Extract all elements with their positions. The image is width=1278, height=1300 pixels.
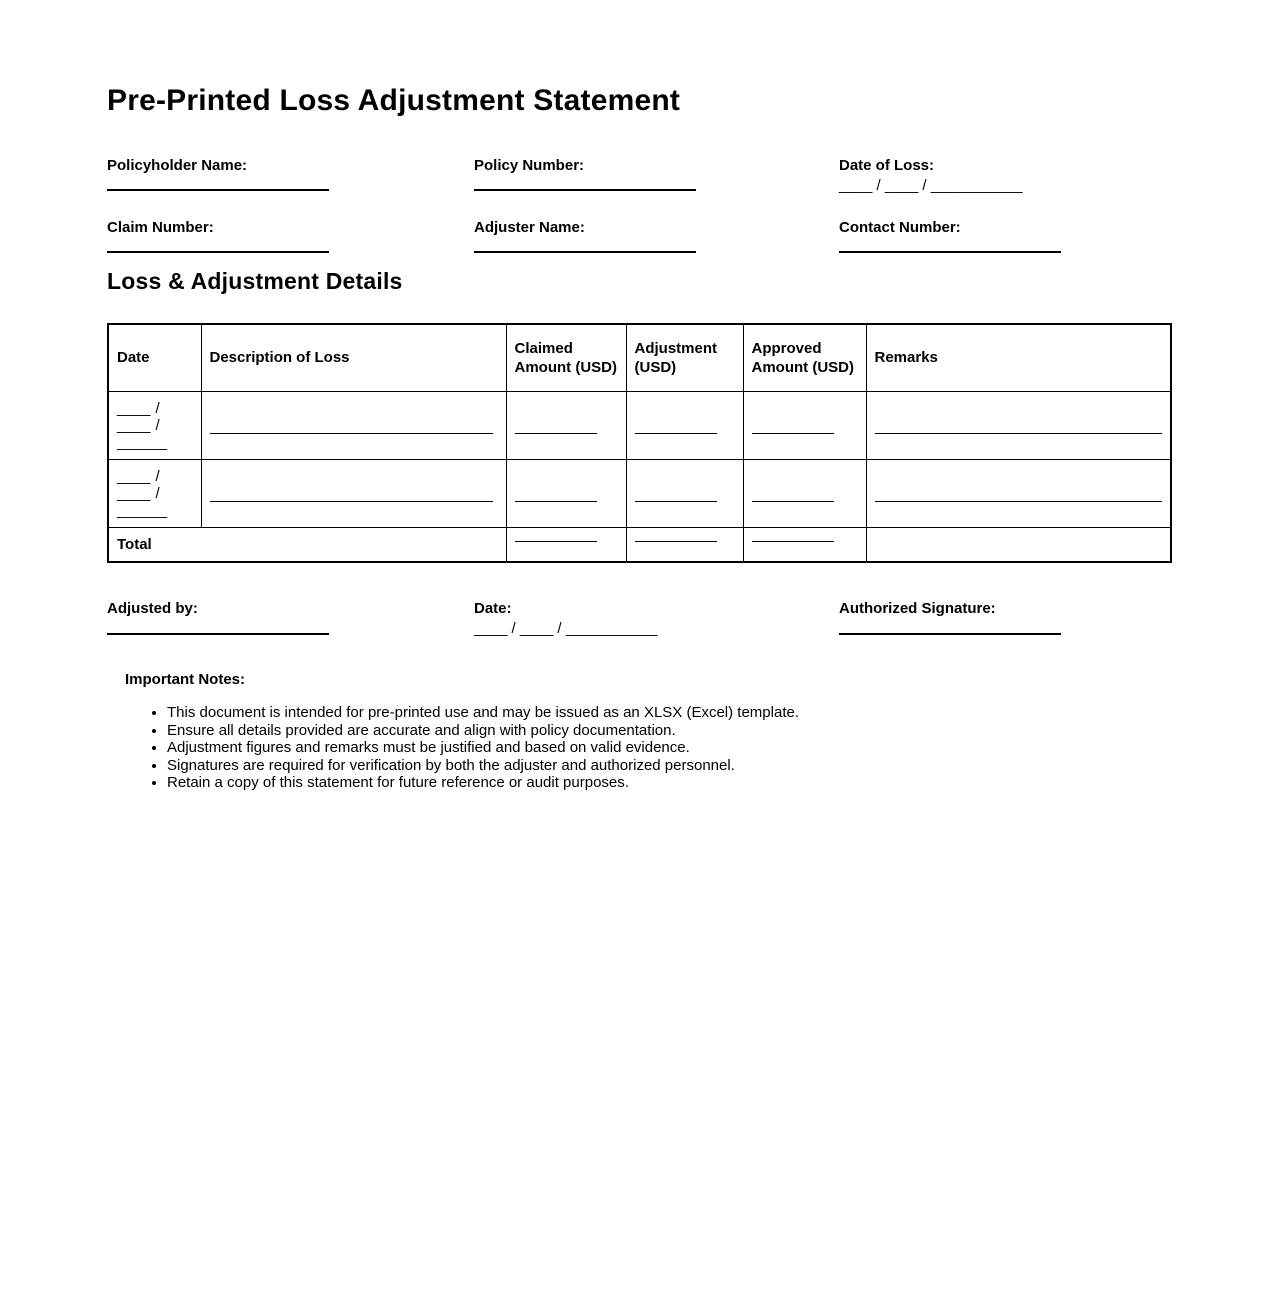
date-of-loss-label: Date of Loss: [839, 157, 935, 174]
note-item: • Ensure all details provided are accurate and align with policy documentation. [167, 722, 799, 740]
field-date-of-loss [839, 157, 1169, 195]
signoff-date-blank: ____ / ____ / ___________ [474, 620, 658, 637]
total-approved-amount-blank-line [752, 541, 834, 542]
table-row [108, 391, 1171, 459]
page-title: Pre-Printed Loss Adjustment Statement [107, 84, 681, 117]
field-contact-number [839, 219, 1169, 253]
adjusted-by-blank-line [107, 633, 329, 635]
authorized-signature-blank-line [839, 633, 1061, 635]
loss-adjustment-table [107, 323, 1172, 563]
contact-number-blank-line [839, 251, 1061, 253]
total-claimed-amount-cell [506, 527, 626, 562]
row2-claimed-amount-cell [506, 459, 626, 527]
row2-description-blank-line [210, 501, 493, 502]
field-policy-number [474, 157, 804, 191]
field-authorized-signature [839, 600, 1169, 635]
col-header-date: Date [108, 324, 201, 391]
row2-approved-amount-cell [743, 459, 866, 527]
table-header-row [108, 324, 1171, 391]
total-adjustment-cell [626, 527, 743, 562]
row1-description-blank-line [210, 433, 493, 434]
field-adjuster-name [474, 219, 804, 253]
row1-approved-amount-cell [743, 391, 866, 459]
row1-claimed-amount-blank-line [515, 433, 597, 434]
table-total-row [108, 527, 1171, 562]
row1-date-blank: ____ / ____ / ______ [108, 391, 201, 459]
table-row [108, 459, 1171, 527]
note-item: • This document is intended for pre-printed use and may be issued as an XLSX (Excel) template. [167, 704, 799, 722]
row1-remarks-blank-line [875, 433, 1162, 434]
row2-date-blank: ____ / ____ / ______ [108, 459, 201, 527]
row1-claimed-amount-cell [506, 391, 626, 459]
row1-adjustment-blank-line [635, 433, 717, 434]
row2-adjustment-cell [626, 459, 743, 527]
note-item: • Retain a copy of this statement for future reference or audit purposes. [167, 774, 799, 792]
important-notes-heading: Important Notes: [125, 671, 245, 688]
row2-description-cell [201, 459, 506, 527]
authorized-signature-label: Authorized Signature: [839, 600, 996, 617]
row2-adjustment-blank-line [635, 501, 717, 502]
col-header-claimed-amount: Claimed Amount (USD) [506, 324, 626, 391]
row1-remarks-cell [866, 391, 1171, 459]
policy-number-blank-line [474, 189, 696, 191]
claim-number-blank-line [107, 251, 329, 253]
field-adjusted-by [107, 600, 437, 635]
note-item: • Signatures are required for verification by both the adjuster and authorized personnel. [167, 757, 799, 775]
policyholder-name-label: Policyholder Name: [107, 157, 248, 174]
policyholder-name-blank-line [107, 189, 329, 191]
contact-number-label: Contact Number: [839, 219, 961, 236]
total-adjustment-blank-line [635, 541, 717, 542]
col-header-description-of-loss: Description of Loss [201, 324, 506, 391]
total-remarks-cell [866, 527, 1171, 562]
total-claimed-amount-blank-line [515, 541, 597, 542]
signoff-date-label: Date: [474, 600, 512, 617]
col-header-adjustment: Adjustment (USD) [626, 324, 743, 391]
adjuster-name-blank-line [474, 251, 696, 253]
row2-approved-amount-blank-line [752, 501, 834, 502]
field-claim-number [107, 219, 437, 253]
claim-number-label: Claim Number: [107, 219, 214, 236]
col-header-remarks: Remarks [866, 324, 1171, 391]
adjuster-name-label: Adjuster Name: [474, 219, 585, 236]
row2-remarks-cell [866, 459, 1171, 527]
row2-remarks-blank-line [875, 501, 1162, 502]
row1-adjustment-cell [626, 391, 743, 459]
row1-description-cell [201, 391, 506, 459]
section-heading-loss-adjustment-details: Loss & Adjustment Details [107, 268, 403, 294]
row2-claimed-amount-blank-line [515, 501, 597, 502]
col-header-approved-amount: Approved Amount (USD) [743, 324, 866, 391]
field-policyholder-name [107, 157, 437, 191]
note-item: • Adjustment figures and remarks must be justified and based on valid evidence. [167, 739, 799, 757]
policy-number-label: Policy Number: [474, 157, 585, 174]
field-signoff-date [474, 600, 804, 638]
total-approved-amount-cell [743, 527, 866, 562]
row1-approved-amount-blank-line [752, 433, 834, 434]
date-of-loss-blank: ____ / ____ / ___________ [839, 177, 1023, 194]
adjusted-by-label: Adjusted by: [107, 600, 198, 617]
important-notes-list [150, 704, 799, 792]
total-label: Total [108, 527, 506, 562]
